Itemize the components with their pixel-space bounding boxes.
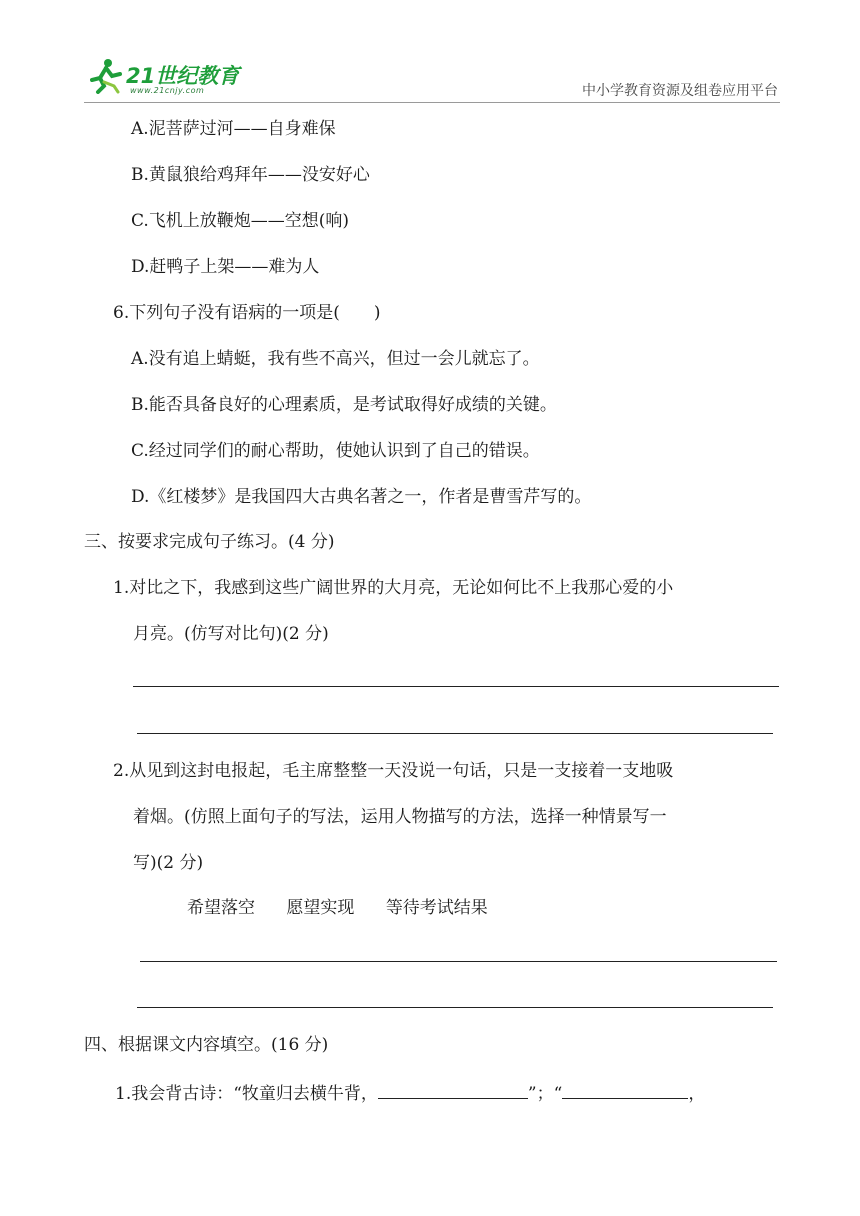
s3-q2-line3: 写)(2 分) [133,853,204,873]
s3-q2-line1: 2.从见到这封电报起，毛主席整整一天没说一句话，只是一支接着一支地吸 [113,761,674,781]
choice-item: 希望落空 [187,898,255,918]
q5-option-a: A.泥菩萨过河——自身难保 [131,119,336,139]
s3-q1-line2: 月亮。(仿写对比句)(2 分) [133,624,329,644]
platform-name: 中小学教育资源及组卷应用平台 [582,83,778,99]
s3-q2-line2: 着烟。(仿照上面句子的写法，运用人物描写的方法，选择一种情景写一 [133,807,667,827]
answer-line[interactable] [140,961,777,962]
fill-blank[interactable] [378,1080,528,1099]
s4-q1-text-3: ， [688,1084,706,1104]
logo [86,54,246,100]
q6-option-c: C.经过同学们的耐心帮助，使她认识到了自己的错误。 [131,441,540,461]
s4-q1 [115,1080,705,1105]
q5-option-c: C.飞机上放鞭炮——空想(响) [131,211,350,231]
logo-title: 21世纪教育 [126,64,240,88]
page-header [0,0,860,110]
q6-option-b: B.能否具备良好的心理素质，是考试取得好成绩的关键。 [131,395,557,415]
answer-line[interactable] [137,1007,773,1008]
choice-item: 愿望实现 [286,898,355,918]
s4-q1-text-2: ”；“ [527,1084,563,1104]
section3-title: 三、按要求完成句子练习。(4 分) [84,532,335,552]
q6-option-a: A.没有追上蜻蜓，我有些不高兴，但过一会儿就忘了。 [131,349,540,369]
q5-option-b: B.黄鼠狼给鸡拜年——没安好心 [131,165,370,185]
answer-line[interactable] [137,733,773,734]
fill-blank[interactable] [562,1080,688,1099]
q6-stem: 6.下列句子没有语病的一项是( ) [113,303,381,323]
choice-item: 等待考试结果 [385,898,488,918]
header-divider [84,102,780,103]
logo-url: www.21cnjy.com [130,86,205,95]
scenario-choices [187,897,514,919]
section4-title: 四、根据课文内容填空。(16 分) [84,1035,329,1055]
q6-option-d: D.《红楼梦》是我国四大古典名著之一，作者是曹雪芹写的。 [131,487,592,507]
s3-q1-line1: 1.对比之下，我感到这些广阔世界的大月亮，无论如何比不上我那心爱的小 [113,578,674,598]
answer-line[interactable] [133,686,779,687]
running-figure-icon [86,58,126,94]
q5-option-d: D.赶鸭子上架——难为人 [131,257,320,277]
s4-q1-text-1: 1.我会背古诗：“牧童归去横牛背， [115,1084,378,1104]
